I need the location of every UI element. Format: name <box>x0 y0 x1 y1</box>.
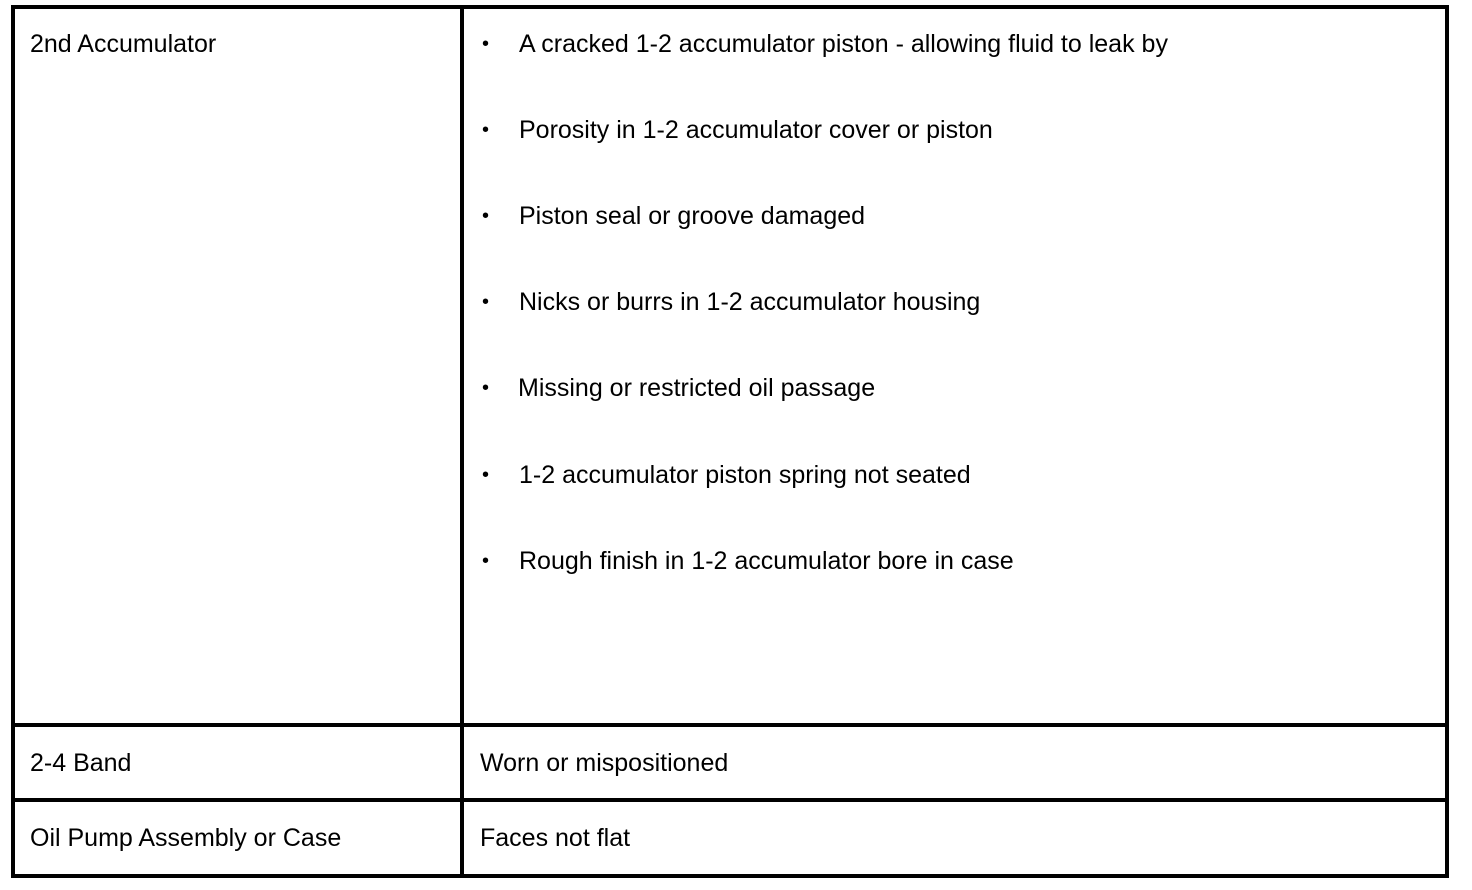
bullet-icon: • <box>482 205 490 227</box>
bullet-icon: • <box>482 291 490 313</box>
bullet-icon: • <box>482 119 490 141</box>
bullet-icon: • <box>482 33 490 55</box>
component-cell: 2nd Accumulator <box>30 30 217 58</box>
row-divider <box>11 723 1449 727</box>
bullet-icon: • <box>482 550 490 572</box>
bullet-icon: • <box>482 464 490 486</box>
list-item: A cracked 1-2 accumulator piston - allowing fluid to leak by <box>519 30 1168 58</box>
list-item: Piston seal or groove damaged <box>519 202 866 230</box>
table-border-top <box>11 5 1449 9</box>
list-item: Rough finish in 1-2 accumulator bore in case <box>519 547 1014 575</box>
column-divider <box>460 5 464 878</box>
cause-cell: Faces not flat <box>480 824 631 852</box>
component-cell: 2-4 Band <box>30 749 132 777</box>
list-item: Porosity in 1-2 accumulator cover or piston <box>519 116 993 144</box>
bullet-icon: • <box>482 377 490 399</box>
list-item: 1-2 accumulator piston spring not seated <box>519 461 971 489</box>
table-border-bottom <box>11 874 1449 878</box>
list-item: Nicks or burrs in 1-2 accumulator housing <box>519 288 981 316</box>
cause-cell: Worn or mispositioned <box>480 749 729 777</box>
table-border-right <box>1445 5 1449 878</box>
row-divider <box>11 798 1449 802</box>
component-cell: Oil Pump Assembly or Case <box>30 824 342 852</box>
list-item: Missing or restricted oil passage <box>518 374 876 402</box>
table-border-left <box>11 5 15 878</box>
